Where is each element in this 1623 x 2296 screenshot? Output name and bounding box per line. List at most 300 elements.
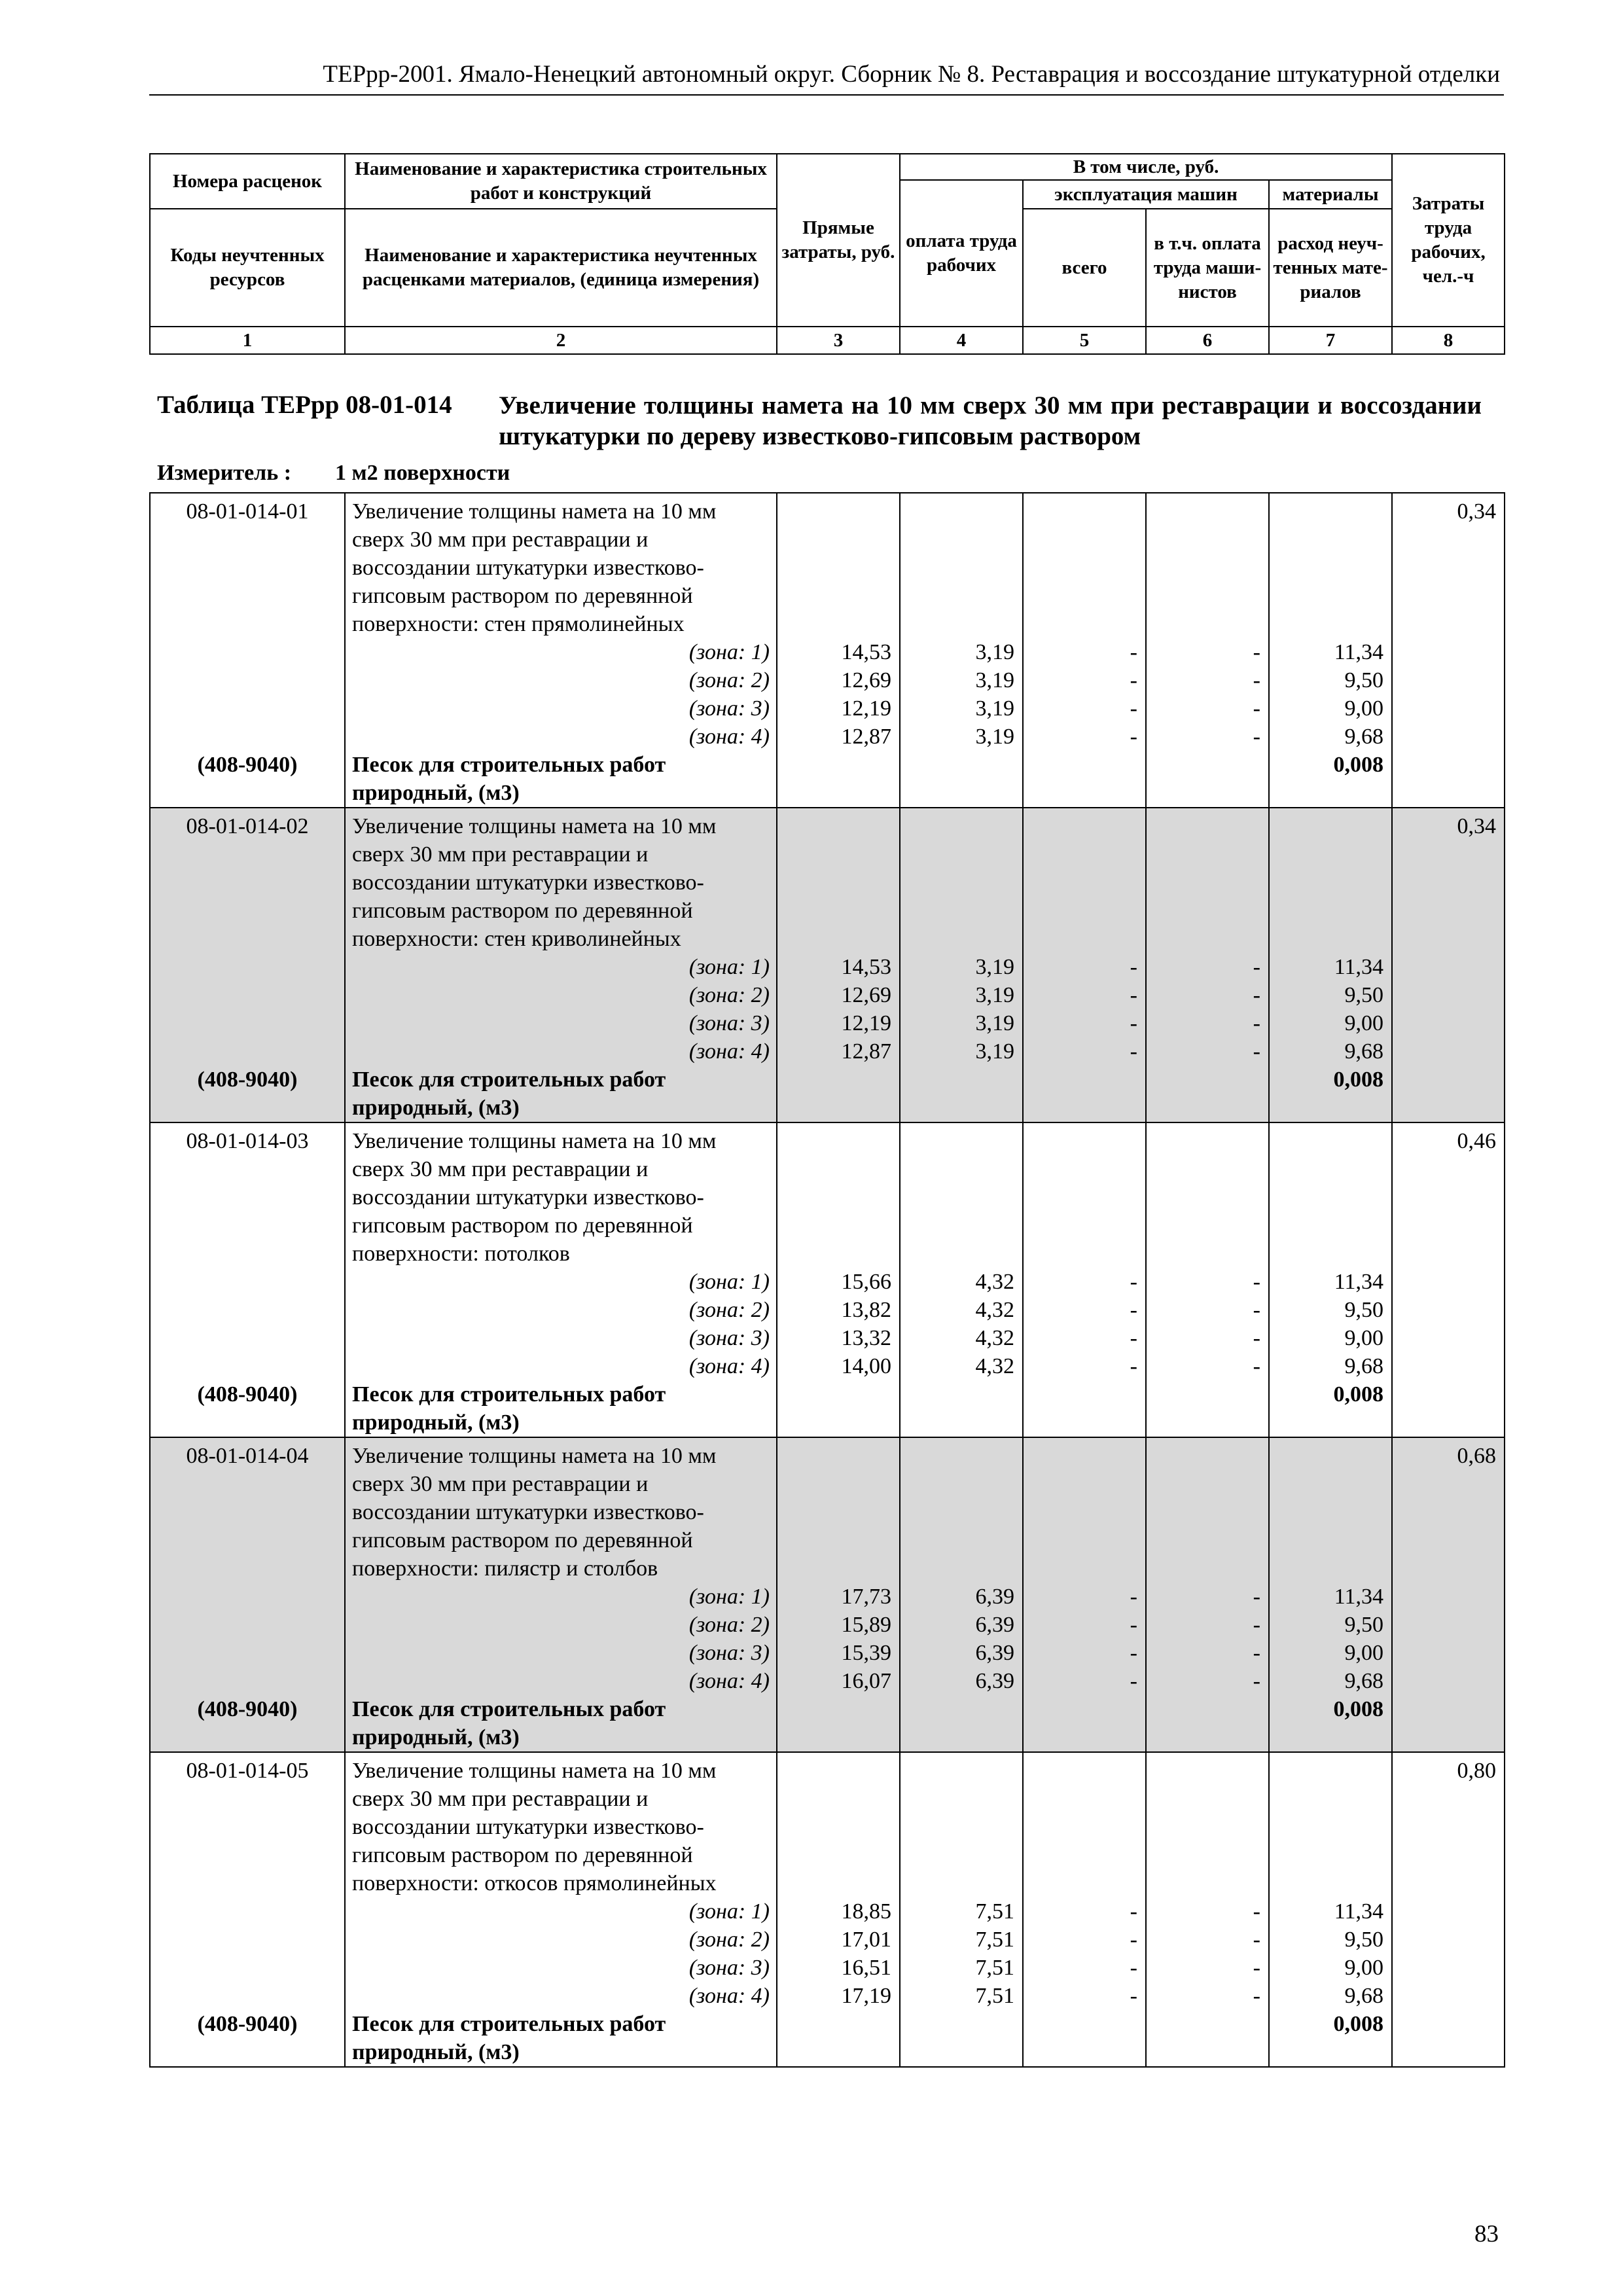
zone-label: (зона: 4) bbox=[345, 723, 777, 751]
machines-total: - bbox=[1023, 1037, 1146, 1066]
machinists-wages: - bbox=[1146, 694, 1269, 723]
machines-total: - bbox=[1023, 1611, 1146, 1639]
empty-cell bbox=[1146, 493, 1269, 638]
empty-cell bbox=[777, 751, 900, 808]
resource-name: Песок для строительных работ природный, (м3) bbox=[345, 1380, 777, 1437]
direct-cost: 12,87 bbox=[777, 1037, 900, 1066]
empty-cell bbox=[1023, 1066, 1146, 1122]
zone-row bbox=[150, 694, 1505, 723]
zone-row bbox=[150, 953, 1505, 981]
rate-row bbox=[150, 808, 1505, 953]
machines-total: - bbox=[1023, 1268, 1146, 1296]
zone-label: (зона: 1) bbox=[345, 953, 777, 981]
empty-cell bbox=[1146, 1380, 1269, 1437]
machinists-wages: - bbox=[1146, 1037, 1269, 1066]
rate-row bbox=[150, 1437, 1505, 1583]
empty-cell bbox=[1023, 1380, 1146, 1437]
resource-code: (408-9040) bbox=[150, 751, 345, 808]
empty-cell bbox=[150, 1667, 345, 1695]
empty-cell bbox=[1023, 1752, 1146, 1897]
materials-cost: 9,00 bbox=[1269, 1954, 1392, 1982]
machines-total: - bbox=[1023, 981, 1146, 1009]
materials-cost: 9,00 bbox=[1269, 1009, 1392, 1037]
wages-cost: 3,19 bbox=[900, 1009, 1023, 1037]
rate-description: Увеличение толщины намета на 10 мм сверх 30 мм при реставрации и воссоздании штукатурки известково-гипсовым раствором по деревянной поверхности: стен криволинейных bbox=[345, 808, 777, 953]
empty-cell bbox=[150, 953, 345, 981]
empty-cell bbox=[1392, 953, 1505, 981]
machines-total: - bbox=[1023, 723, 1146, 751]
empty-cell bbox=[1269, 808, 1392, 953]
zone-row bbox=[150, 1639, 1505, 1667]
machines-total: - bbox=[1023, 1639, 1146, 1667]
machines-total: - bbox=[1023, 1324, 1146, 1352]
page-number: 83 bbox=[1474, 2221, 1499, 2248]
empty-cell bbox=[150, 1897, 345, 1926]
zone-label: (зона: 4) bbox=[345, 1667, 777, 1695]
direct-cost: 17,01 bbox=[777, 1926, 900, 1954]
wages-cost: 4,32 bbox=[900, 1268, 1023, 1296]
materials-cost: 9,50 bbox=[1269, 1926, 1392, 1954]
running-header: ТЕРрр-2001. Ямало-Ненецкий автономный округ. Сборник № 8. Реставрация и воссоздание штукатурной отделки bbox=[323, 61, 1500, 88]
empty-cell bbox=[1146, 1695, 1269, 1752]
zone-label: (зона: 3) bbox=[345, 1324, 777, 1352]
empty-cell bbox=[1269, 1122, 1392, 1268]
col-number: 7 bbox=[1269, 327, 1392, 354]
wages-cost: 3,19 bbox=[900, 723, 1023, 751]
zone-row bbox=[150, 1037, 1505, 1066]
wages-cost: 3,19 bbox=[900, 666, 1023, 694]
col-number: 1 bbox=[150, 327, 345, 354]
empty-cell bbox=[1392, 1066, 1505, 1122]
empty-cell bbox=[1392, 723, 1505, 751]
direct-cost: 12,19 bbox=[777, 694, 900, 723]
machinists-wages: - bbox=[1146, 1611, 1269, 1639]
machinists-wages: - bbox=[1146, 1352, 1269, 1380]
machines-total: - bbox=[1023, 1982, 1146, 2010]
materials-cost: 9,50 bbox=[1269, 666, 1392, 694]
empty-cell bbox=[1392, 751, 1505, 808]
empty-cell bbox=[150, 694, 345, 723]
wages-cost: 7,51 bbox=[900, 1897, 1023, 1926]
materials-cost: 9,68 bbox=[1269, 1037, 1392, 1066]
col-wages: оплата труда рабочих bbox=[900, 180, 1023, 327]
machinists-wages: - bbox=[1146, 1982, 1269, 2010]
empty-cell bbox=[900, 2010, 1023, 2067]
rate-code: 08-01-014-01 bbox=[150, 493, 345, 638]
zone-label: (зона: 3) bbox=[345, 1639, 777, 1667]
measure-label: Измеритель : bbox=[157, 461, 292, 485]
zone-row bbox=[150, 1009, 1505, 1037]
direct-cost: 14,00 bbox=[777, 1352, 900, 1380]
direct-cost: 12,69 bbox=[777, 981, 900, 1009]
rates-table bbox=[149, 492, 1505, 2068]
empty-cell bbox=[1392, 1324, 1505, 1352]
empty-cell bbox=[1269, 1437, 1392, 1583]
machinists-wages: - bbox=[1146, 1324, 1269, 1352]
machines-total: - bbox=[1023, 1897, 1146, 1926]
empty-cell bbox=[1146, 1122, 1269, 1268]
rate-row bbox=[150, 493, 1505, 638]
resource-name: Песок для строительных работ природный, (м3) bbox=[345, 1695, 777, 1752]
direct-cost: 15,39 bbox=[777, 1639, 900, 1667]
empty-cell bbox=[900, 751, 1023, 808]
empty-cell bbox=[777, 1437, 900, 1583]
direct-cost: 16,51 bbox=[777, 1954, 900, 1982]
empty-cell bbox=[1392, 638, 1505, 666]
empty-cell bbox=[1023, 1695, 1146, 1752]
machinists-wages: - bbox=[1146, 981, 1269, 1009]
empty-cell bbox=[1023, 1437, 1146, 1583]
zone-row bbox=[150, 638, 1505, 666]
empty-cell bbox=[900, 493, 1023, 638]
machines-total: - bbox=[1023, 1296, 1146, 1324]
empty-cell bbox=[1392, 1583, 1505, 1611]
zone-row bbox=[150, 1352, 1505, 1380]
empty-cell bbox=[1392, 1667, 1505, 1695]
col-number: 2 bbox=[345, 327, 777, 354]
materials-cost: 11,34 bbox=[1269, 953, 1392, 981]
empty-cell bbox=[150, 666, 345, 694]
wages-cost: 7,51 bbox=[900, 1954, 1023, 1982]
machines-total: - bbox=[1023, 1009, 1146, 1037]
materials-cost: 9,68 bbox=[1269, 1352, 1392, 1380]
col-name-top: Наименование и характеристика строительных работ и конструкций bbox=[345, 154, 777, 209]
materials-cost: 9,68 bbox=[1269, 1667, 1392, 1695]
empty-cell bbox=[150, 1009, 345, 1037]
zone-row bbox=[150, 1897, 1505, 1926]
machinists-wages: - bbox=[1146, 1583, 1269, 1611]
resource-quantity: 0,008 bbox=[1269, 2010, 1392, 2067]
col-machines: эксплуатация машин bbox=[1023, 180, 1269, 209]
empty-cell bbox=[150, 1954, 345, 1982]
materials-cost: 9,50 bbox=[1269, 981, 1392, 1009]
empty-cell bbox=[1146, 751, 1269, 808]
empty-cell bbox=[150, 981, 345, 1009]
machines-total: - bbox=[1023, 638, 1146, 666]
wages-cost: 7,51 bbox=[900, 1982, 1023, 2010]
rate-code: 08-01-014-03 bbox=[150, 1122, 345, 1268]
direct-cost: 13,32 bbox=[777, 1324, 900, 1352]
col-number: 4 bbox=[900, 327, 1023, 354]
resource-quantity: 0,008 bbox=[1269, 1695, 1392, 1752]
rate-labor-cost: 0,34 bbox=[1392, 493, 1505, 638]
resource-quantity: 0,008 bbox=[1269, 1066, 1392, 1122]
empty-cell bbox=[1392, 666, 1505, 694]
resource-code: (408-9040) bbox=[150, 1380, 345, 1437]
zone-label: (зона: 1) bbox=[345, 1268, 777, 1296]
resource-name: Песок для строительных работ природный, (м3) bbox=[345, 1066, 777, 1122]
zone-row bbox=[150, 1583, 1505, 1611]
materials-cost: 9,68 bbox=[1269, 723, 1392, 751]
empty-cell bbox=[900, 1122, 1023, 1268]
machines-total: - bbox=[1023, 666, 1146, 694]
machinists-wages: - bbox=[1146, 1954, 1269, 1982]
direct-cost: 12,69 bbox=[777, 666, 900, 694]
resource-row bbox=[150, 751, 1505, 808]
empty-cell bbox=[900, 1380, 1023, 1437]
rate-description: Увеличение толщины намета на 10 мм сверх 30 мм при реставрации и воссоздании штукатурки известково-гипсовым раствором по деревянной поверхности: откосов прямолинейных bbox=[345, 1752, 777, 1897]
zone-row bbox=[150, 1926, 1505, 1954]
zone-label: (зона: 1) bbox=[345, 638, 777, 666]
materials-cost: 9,00 bbox=[1269, 694, 1392, 723]
empty-cell bbox=[900, 1066, 1023, 1122]
machinists-wages: - bbox=[1146, 1009, 1269, 1037]
empty-cell bbox=[150, 1583, 345, 1611]
machinists-wages: - bbox=[1146, 1667, 1269, 1695]
zone-row bbox=[150, 1667, 1505, 1695]
zone-label: (зона: 4) bbox=[345, 1037, 777, 1066]
machines-total: - bbox=[1023, 1352, 1146, 1380]
machines-total: - bbox=[1023, 1954, 1146, 1982]
empty-cell bbox=[1269, 493, 1392, 638]
rate-row bbox=[150, 1122, 1505, 1268]
empty-cell bbox=[1023, 808, 1146, 953]
zone-row bbox=[150, 666, 1505, 694]
wages-cost: 3,19 bbox=[900, 1037, 1023, 1066]
wages-cost: 6,39 bbox=[900, 1639, 1023, 1667]
zone-label: (зона: 3) bbox=[345, 694, 777, 723]
empty-cell bbox=[1392, 1611, 1505, 1639]
rate-code: 08-01-014-05 bbox=[150, 1752, 345, 1897]
col-machines-total: всего bbox=[1023, 209, 1146, 327]
resource-code: (408-9040) bbox=[150, 2010, 345, 2067]
machines-total: - bbox=[1023, 953, 1146, 981]
materials-cost: 9,00 bbox=[1269, 1639, 1392, 1667]
wages-cost: 6,39 bbox=[900, 1583, 1023, 1611]
empty-cell bbox=[1392, 1897, 1505, 1926]
machinists-wages: - bbox=[1146, 1926, 1269, 1954]
table-id: Таблица ТЕРрр 08-01-014 bbox=[157, 391, 452, 419]
wages-cost: 6,39 bbox=[900, 1667, 1023, 1695]
empty-cell bbox=[1146, 1437, 1269, 1583]
empty-cell bbox=[150, 1352, 345, 1380]
rate-code: 08-01-014-02 bbox=[150, 808, 345, 953]
wages-cost: 3,19 bbox=[900, 638, 1023, 666]
empty-cell bbox=[777, 1122, 900, 1268]
machines-total: - bbox=[1023, 694, 1146, 723]
col-materials-consumption: расход неуч- тенных мате- риалов bbox=[1269, 209, 1392, 327]
rate-labor-cost: 0,80 bbox=[1392, 1752, 1505, 1897]
wages-cost: 3,19 bbox=[900, 953, 1023, 981]
resource-code: (408-9040) bbox=[150, 1695, 345, 1752]
empty-cell bbox=[150, 1268, 345, 1296]
empty-cell bbox=[150, 1611, 345, 1639]
resource-quantity: 0,008 bbox=[1269, 1380, 1392, 1437]
empty-cell bbox=[150, 1639, 345, 1667]
col-number: 6 bbox=[1146, 327, 1269, 354]
col-number: 8 bbox=[1392, 327, 1505, 354]
machinists-wages: - bbox=[1146, 723, 1269, 751]
empty-cell bbox=[1392, 1380, 1505, 1437]
zone-row bbox=[150, 981, 1505, 1009]
rate-description: Увеличение толщины намета на 10 мм сверх 30 мм при реставрации и воссоздании штукатурки известково-гипсовым раствором по деревянной поверхности: потолков bbox=[345, 1122, 777, 1268]
empty-cell bbox=[1392, 981, 1505, 1009]
zone-row bbox=[150, 1324, 1505, 1352]
col-including: В том числе, руб. bbox=[900, 154, 1392, 180]
materials-cost: 9,68 bbox=[1269, 1982, 1392, 2010]
rate-row bbox=[150, 1752, 1505, 1897]
zone-row bbox=[150, 1296, 1505, 1324]
direct-cost: 12,87 bbox=[777, 723, 900, 751]
empty-cell bbox=[150, 723, 345, 751]
resource-row bbox=[150, 1066, 1505, 1122]
rate-description: Увеличение толщины намета на 10 мм сверх 30 мм при реставрации и воссоздании штукатурки известково-гипсовым раствором по деревянной поверхности: пилястр и столбов bbox=[345, 1437, 777, 1583]
materials-cost: 11,34 bbox=[1269, 638, 1392, 666]
resource-name: Песок для строительных работ природный, (м3) bbox=[345, 751, 777, 808]
zone-label: (зона: 1) bbox=[345, 1583, 777, 1611]
empty-cell bbox=[777, 1752, 900, 1897]
empty-cell bbox=[777, 1380, 900, 1437]
empty-cell bbox=[777, 1695, 900, 1752]
measure-value: 1 м2 поверхности bbox=[335, 461, 510, 485]
col-number: 3 bbox=[777, 327, 900, 354]
zone-label: (зона: 2) bbox=[345, 981, 777, 1009]
empty-cell bbox=[150, 1926, 345, 1954]
column-header-table bbox=[149, 153, 1505, 355]
zone-row bbox=[150, 1268, 1505, 1296]
direct-cost: 13,82 bbox=[777, 1296, 900, 1324]
direct-cost: 18,85 bbox=[777, 1897, 900, 1926]
direct-cost: 12,19 bbox=[777, 1009, 900, 1037]
empty-cell bbox=[1146, 1752, 1269, 1897]
empty-cell bbox=[1392, 1982, 1505, 2010]
empty-cell bbox=[1146, 2010, 1269, 2067]
col-rates-no: Номера расценок bbox=[150, 154, 345, 209]
direct-cost: 14,53 bbox=[777, 953, 900, 981]
empty-cell bbox=[900, 1752, 1023, 1897]
rate-labor-cost: 0,46 bbox=[1392, 1122, 1505, 1268]
zone-label: (зона: 2) bbox=[345, 1611, 777, 1639]
machinists-wages: - bbox=[1146, 1639, 1269, 1667]
machines-total: - bbox=[1023, 1667, 1146, 1695]
machinists-wages: - bbox=[1146, 1897, 1269, 1926]
empty-cell bbox=[1392, 1296, 1505, 1324]
direct-cost: 17,19 bbox=[777, 1982, 900, 2010]
resource-name: Песок для строительных работ природный, (м3) bbox=[345, 2010, 777, 2067]
materials-cost: 9,50 bbox=[1269, 1296, 1392, 1324]
rate-labor-cost: 0,34 bbox=[1392, 808, 1505, 953]
machinists-wages: - bbox=[1146, 953, 1269, 981]
wages-cost: 4,32 bbox=[900, 1324, 1023, 1352]
materials-cost: 9,50 bbox=[1269, 1611, 1392, 1639]
direct-cost: 16,07 bbox=[777, 1667, 900, 1695]
zone-label: (зона: 3) bbox=[345, 1954, 777, 1982]
wages-cost: 3,19 bbox=[900, 694, 1023, 723]
direct-cost: 15,66 bbox=[777, 1268, 900, 1296]
col-name-bottom: Наименование и характеристика неучтенных расценками материалов, (единица измерения) bbox=[345, 209, 777, 327]
empty-cell bbox=[1023, 493, 1146, 638]
materials-cost: 11,34 bbox=[1269, 1268, 1392, 1296]
empty-cell bbox=[777, 1066, 900, 1122]
wages-cost: 4,32 bbox=[900, 1296, 1023, 1324]
empty-cell bbox=[900, 1437, 1023, 1583]
empty-cell bbox=[1392, 1926, 1505, 1954]
empty-cell bbox=[1146, 808, 1269, 953]
wages-cost: 4,32 bbox=[900, 1352, 1023, 1380]
zone-row bbox=[150, 1954, 1505, 1982]
zone-row bbox=[150, 723, 1505, 751]
header-rule bbox=[149, 94, 1504, 96]
zone-row bbox=[150, 1611, 1505, 1639]
zone-label: (зона: 1) bbox=[345, 1897, 777, 1926]
zone-label: (зона: 3) bbox=[345, 1009, 777, 1037]
empty-cell bbox=[1392, 1268, 1505, 1296]
wages-cost: 6,39 bbox=[900, 1611, 1023, 1639]
empty-cell bbox=[1023, 1122, 1146, 1268]
zone-label: (зона: 4) bbox=[345, 1352, 777, 1380]
materials-cost: 11,34 bbox=[1269, 1897, 1392, 1926]
col-number: 5 bbox=[1023, 327, 1146, 354]
empty-cell bbox=[150, 638, 345, 666]
empty-cell bbox=[1392, 1352, 1505, 1380]
materials-cost: 11,34 bbox=[1269, 1583, 1392, 1611]
empty-cell bbox=[150, 1037, 345, 1066]
machines-total: - bbox=[1023, 1926, 1146, 1954]
resource-row bbox=[150, 1695, 1505, 1752]
rate-labor-cost: 0,68 bbox=[1392, 1437, 1505, 1583]
empty-cell bbox=[1392, 1954, 1505, 1982]
empty-cell bbox=[1392, 1037, 1505, 1066]
rate-code: 08-01-014-04 bbox=[150, 1437, 345, 1583]
col-resource-codes: Коды неучтенных ресурсов bbox=[150, 209, 345, 327]
empty-cell bbox=[150, 1324, 345, 1352]
machinists-wages: - bbox=[1146, 1268, 1269, 1296]
direct-cost: 17,73 bbox=[777, 1583, 900, 1611]
resource-code: (408-9040) bbox=[150, 1066, 345, 1122]
col-direct-costs: Прямые затраты, руб. bbox=[777, 154, 900, 327]
direct-cost: 15,89 bbox=[777, 1611, 900, 1639]
resource-row bbox=[150, 2010, 1505, 2067]
empty-cell bbox=[150, 1296, 345, 1324]
empty-cell bbox=[1392, 1009, 1505, 1037]
rate-description: Увеличение толщины намета на 10 мм сверх 30 мм при реставрации и воссоздании штукатурки известково-гипсовым раствором по деревянной поверхности: стен прямолинейных bbox=[345, 493, 777, 638]
empty-cell bbox=[150, 1982, 345, 2010]
wages-cost: 7,51 bbox=[900, 1926, 1023, 1954]
empty-cell bbox=[1146, 1066, 1269, 1122]
zone-label: (зона: 4) bbox=[345, 1982, 777, 2010]
empty-cell bbox=[900, 808, 1023, 953]
machinists-wages: - bbox=[1146, 1296, 1269, 1324]
empty-cell bbox=[1269, 1752, 1392, 1897]
resource-quantity: 0,008 bbox=[1269, 751, 1392, 808]
empty-cell bbox=[777, 808, 900, 953]
empty-cell bbox=[1023, 751, 1146, 808]
empty-cell bbox=[1392, 1695, 1505, 1752]
zone-label: (зона: 2) bbox=[345, 666, 777, 694]
machines-total: - bbox=[1023, 1583, 1146, 1611]
empty-cell bbox=[1392, 2010, 1505, 2067]
zone-row bbox=[150, 1982, 1505, 2010]
empty-cell bbox=[777, 2010, 900, 2067]
col-labor-costs: Затраты труда рабочих, чел.-ч bbox=[1392, 154, 1505, 327]
resource-row bbox=[150, 1380, 1505, 1437]
empty-cell bbox=[1392, 1639, 1505, 1667]
direct-cost: 14,53 bbox=[777, 638, 900, 666]
wages-cost: 3,19 bbox=[900, 981, 1023, 1009]
materials-cost: 9,00 bbox=[1269, 1324, 1392, 1352]
col-machinists-wages: в т.ч. оплата труда маши- нистов bbox=[1146, 209, 1269, 327]
empty-cell bbox=[1023, 2010, 1146, 2067]
empty-cell bbox=[900, 1695, 1023, 1752]
table-title: Увеличение толщины намета на 10 мм сверх 30 мм при реставрации и воссоздании штукатурки по дереву известково-гипсовым раствором bbox=[499, 391, 1482, 450]
machinists-wages: - bbox=[1146, 638, 1269, 666]
empty-cell bbox=[1392, 694, 1505, 723]
machinists-wages: - bbox=[1146, 666, 1269, 694]
empty-cell bbox=[777, 493, 900, 638]
col-materials: материалы bbox=[1269, 180, 1392, 209]
zone-label: (зона: 2) bbox=[345, 1296, 777, 1324]
zone-label: (зона: 2) bbox=[345, 1926, 777, 1954]
